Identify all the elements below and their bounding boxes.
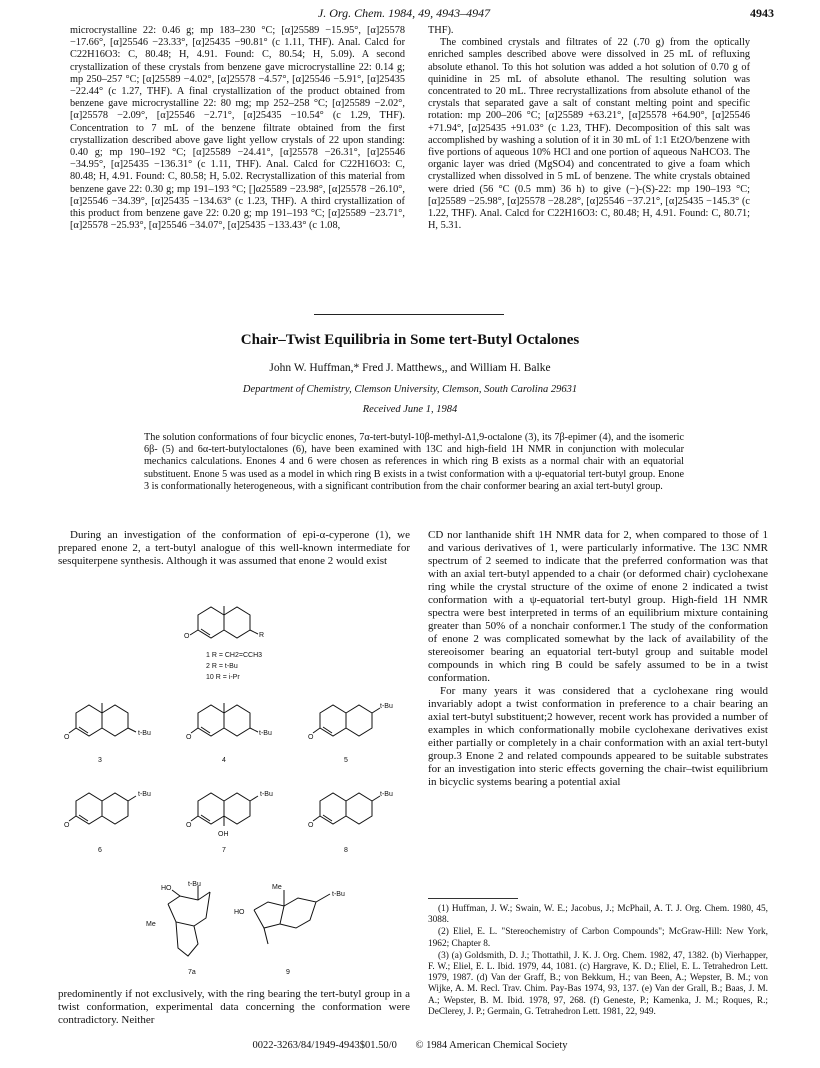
- structure-8: [313, 793, 380, 824]
- compound-number-5: 5: [344, 757, 348, 764]
- article-authors: John W. Huffman,* Fred J. Matthews,, and William H. Balke: [269, 362, 551, 374]
- tbu-label-7a: t-Bu: [188, 881, 201, 888]
- footnotes: [428, 904, 768, 1019]
- page-footer: [60, 1040, 760, 1051]
- chemical-structures: [58, 590, 410, 986]
- carbonyl-label-5: O: [308, 734, 314, 741]
- legend-compound-10: 10 R = i-Pr: [206, 674, 240, 681]
- footnote-divider: [428, 898, 518, 899]
- body-paragraph-continued: predominently if not exclusively, with the ring bearing the tert-butyl group in a twist conformation, experimental data concerning the conformation were contradictory. Neither: [58, 988, 410, 1026]
- page-number: 4943: [750, 6, 774, 20]
- tbu-label-3: t-Bu: [138, 730, 151, 737]
- carbonyl-label: O: [184, 633, 190, 640]
- structure-7a: [168, 886, 210, 956]
- previous-article-end: THF).: [428, 25, 454, 36]
- structure-9: [254, 890, 330, 944]
- carbonyl-label-3: O: [64, 734, 70, 741]
- structure-6: [69, 793, 136, 824]
- methyl-label-9: Me: [272, 884, 282, 891]
- tbu-label-7: t-Bu: [260, 791, 273, 798]
- hydroxyl-label-9: HO: [234, 909, 245, 916]
- ring-b: [224, 607, 250, 638]
- compound-number-4: 4: [222, 757, 226, 764]
- previous-article-paragraph: The combined crystals and filtrates of 22 (.70 g) from the optically enriched samples described above were dissolved in 25 mL of refluxing absolute ethanol. To this hot solution was added a hot solution of 0.70 g of quinidine in 25 mL of absolute ethanol. The resulting solution was concentrated to 20 mL. Three recrystallizations from absolute ethanol of the crystals that separated gave a salt of constant melting point and specific rotation: mp 200–206 °C; [α]25589 +63.21°, [α]25578 +64.90°, [α]25546 +71.94°, [α]25435 +91.03° (c 1.23, THF). Decomposition of this salt was accomplished by washing a solution of it in 30 mL of 1:1 Et2O/benzene with five portions of aqueous 10% HCl and one portion of aqueous NaHCO3. The organic layer was dried (MgSO4) and concentrated to give a foam which crystallized when dissolved in 5 mL of benzene. The white crystals obtained were dried (56 °C (0.5 mm) 36 h) to give (−)-(S)-22: mp 190–193 °C; [α]25589 −25.98°, [α]25578 −28.28°, [α]25546 −37.21°, [α]25435 −145.3° (c 1.22, THF). Anal. Calcd for C22H16O3: C, 80.48; H, 4.91. Found: C, 80.71; H, 5.31.: [428, 37, 750, 232]
- structure-3: [69, 703, 136, 736]
- carbonyl-label-4: O: [186, 734, 192, 741]
- structure-1: [190, 606, 258, 638]
- tbu-label-6: t-Bu: [138, 791, 151, 798]
- footnote-3: (3) (a) Goldsmith, D. J.; Thottathil, J. K. J. Org. Chem. 1982, 47, 1382. (b) Vierhapper, F. W.; Eliel, E. L. Ibid. 1979, 44, 1081. (c) Hargrave, K. D.; Eliel, E. L. Tetrahedron Lett. 1979, 1987. (d) Van der Graff, B.; von Bekkum, H.; van Been, A.; Wepster, B. M.; von Wijke, A. M. Recl. Trav. Chim. Pay-Bas 1974, 93, 137. (e) Van der Grall, B.; Baas, J. M. A.; Wepster, B. M. Ibid. 1978, 97, 268. (f) Geneste, P.; Kamenka, J. M.; Roques, R.; DeClerey, J. P.; Germain, G. Tetrahedron Lett. 1981, 22, 949.: [428, 950, 768, 1017]
- ring-a: [198, 607, 224, 638]
- legend-compound-2: 2 R = t-Bu: [206, 663, 238, 670]
- body-paragraph-2: For many years it was considered that a cyclohexane ring would invariably adopt a twist conformation in preference to a chair bearing an axial tert-butyl substituent;2 however, recent work has provided a number of examples in which conformationally mobile cyclohexane derivatives exist either partially or completely in a chair conformation with an axial tert-butyl group.3 Enone 2 and related compounds appeared to be suitable substrates for an investigation into steric effects governing the chair–twist equilibrium in bicyclic systems bearing a potential axial: [428, 685, 768, 788]
- body-left-top: [58, 529, 410, 568]
- compound-number-6: 6: [98, 847, 102, 854]
- compound-number-7a: 7a: [188, 969, 196, 976]
- previous-article-left-column: [70, 25, 405, 232]
- footnote-2: (2) Eliel, E. L. "Stereochemistry of Carbon Compounds"; McGraw-Hill: New York, 1962; Chapter 8.: [428, 927, 768, 949]
- body-paragraph-1: CD nor lanthanide shift 1H NMR data for 2, when compared to those of 1 and various derivatives of 1, were particularly informative. The 13C NMR spectrum of 2 seemed to indicate that the preferred conformation was that with an axial tert-butyl appended to a chair (or deformed chair) cyclohexane ring while the crystal structure of the oxime of enone 2 indicated a twist conformation with a ψ-equatorial tert-butyl group. High-field 1H NMR spectra were best interpreted in terms of an equilibrium mixture containing greater than 50% of a nonchair conformer.1 The study of the conformation of enone 2 was complicated somewhat by the lack of availability of the stereoisomer bearing an equatorial tert-butyl group and suitable model compounds in which ring B could be safely assumed to be in a twist conformation.: [428, 529, 768, 684]
- structure-4: [191, 703, 258, 736]
- footnote-1: (1) Huffman, J. W.; Swain, W. E.; Jacobus, J.; McPhail, A. T. J. Org. Chem. 1980, 45, 3088.: [428, 904, 768, 926]
- r-bond: [250, 630, 258, 634]
- author-affiliation: Department of Chemistry, Clemson University, Clemson, South Carolina 29631: [242, 384, 578, 395]
- section-divider: [314, 314, 504, 315]
- tbu-label-8: t-Bu: [380, 791, 393, 798]
- tbu-label-9: t-Bu: [332, 891, 345, 898]
- tbu-label-5: t-Bu: [380, 703, 393, 710]
- previous-article-text: microcrystalline 22: 0.46 g; mp 183–230 °C; [α]25589 −15.95°, [α]25578 −17.66°, [α]25546 −23.33°, [α]25435 −90.81° (c 1.11, THF). Anal. Calcd for C22H16O3: C, 80.48; H, 4.91. Found: C, 80.54; H, 5.09). A second crystallization of these crystals from benzene gave microcrystalline 22: 0.14 g; mp 250–257 °C; [α]25589 −4.02°, [α]25578 −4.57°, [α]25546 −5.91°, [α]25435 −22.44° (c 1.27, THF). A final crystallization of the product obtained from benzene gave microcrystalline 22: 80 mg; mp 252–258 °C; [α]25589 −2.02°, [α]25578 −2.09°, [α]25546 −2.71°, [α]25435 −10.54° (c 1.29, THF). Concentration to 7 mL of the benzene filtrate obtained from the first crystallization described above gave light yellow crystals of 22 upon standing: 0.40 g; mp 190–192 °C; [α]25589 −24.41°, [α]25578 −26.31°, [α]25546 −34.95°, [α]25435 −136.31° (c 1.11, THF). Anal. Calcd for C22H16O3: C, 80.48; H, 4.91. Found: C, 80.58; H, 5.02. Recrystallization of this material from benzene gave 22: 0.30 g; mp 191–193 °C; []α25589 −23.98°, [α]25578 −26.10°, [α]25546 −34.39°, [α]25435 −134.63° (c 1.23, THF). A third crystallization of this product from benzene gave 22: 0.20 g; mp 191–193 °C; [α]25589 −23.71°, [α]25578 −25.93°, [α]25546 −34.07°, [α]25435 −133.43° (c 1.08,: [70, 25, 405, 232]
- previous-article-right-column: [428, 25, 750, 232]
- compound-number-3: 3: [98, 757, 102, 764]
- structure-5: [313, 705, 380, 736]
- abstract: The solution conformations of four bicyclic enones, 7α-tert-butyl-10β-methyl-Δ1,9-octalone (3), its 7β-epimer (4), and the isomeric 6β- (5) and 6α-tert-butyloctalones (6), have been examined with 13C and high-field 1H NMR in conjunction with molecular mechanics calculations. Enones 4 and 6 were chosen as references in which ring B exists as a normal chair with an equatorial substituent. Enone 5 was used as a model in which ring B exists in a twist conformation with a ψ-equatorial tert-butyl group. Enone 3 is conformationally heterogeneous, with a significant contribution from the chair conformer bearing an axial tert-butyl group.: [144, 432, 684, 492]
- structure-7: [191, 793, 258, 826]
- methyl-label-7a: Me: [146, 921, 156, 928]
- carbonyl-label-6: O: [64, 822, 70, 829]
- running-header: [64, 6, 774, 26]
- hydroxyl-label-7: OH: [218, 831, 229, 838]
- copyright: © 1984 American Chemical Society: [415, 1040, 568, 1051]
- article-title: Chair–Twist Equilibria in Some tert-Butyl Octalones: [240, 332, 580, 348]
- journal-citation: J. Org. Chem. 1984, 49, 4943–4947: [317, 6, 491, 20]
- r-label: R: [259, 632, 265, 639]
- structure-figure: [58, 590, 410, 986]
- legend-compound-1: 1 R = CH2=CCH3: [206, 652, 263, 659]
- carbonyl-label-8: O: [308, 822, 314, 829]
- compound-number-8: 8: [344, 847, 348, 854]
- article-code: 0022-3263/84/1949-4943$01.50/0: [252, 1040, 397, 1051]
- carbonyl-label-7: O: [186, 822, 192, 829]
- body-left-bottom: [58, 988, 410, 1027]
- hydroxyl-label-7a: HO: [161, 885, 172, 892]
- tbu-label-4: t-Bu: [259, 730, 272, 737]
- compound-number-7: 7: [222, 847, 226, 854]
- received-date: Received June 1, 1984: [362, 404, 458, 415]
- compound-number-9: 9: [286, 969, 290, 976]
- carbonyl-bond: [190, 630, 198, 635]
- intro-paragraph: During an investigation of the conformation of epi-α-cyperone (1), we prepared enone 2, a tert-butyl analogue of this well-known intermediate for sesquiterpene synthesis. Although it was assumed that enone 2 would exist: [58, 529, 410, 567]
- body-right-column: [428, 529, 768, 789]
